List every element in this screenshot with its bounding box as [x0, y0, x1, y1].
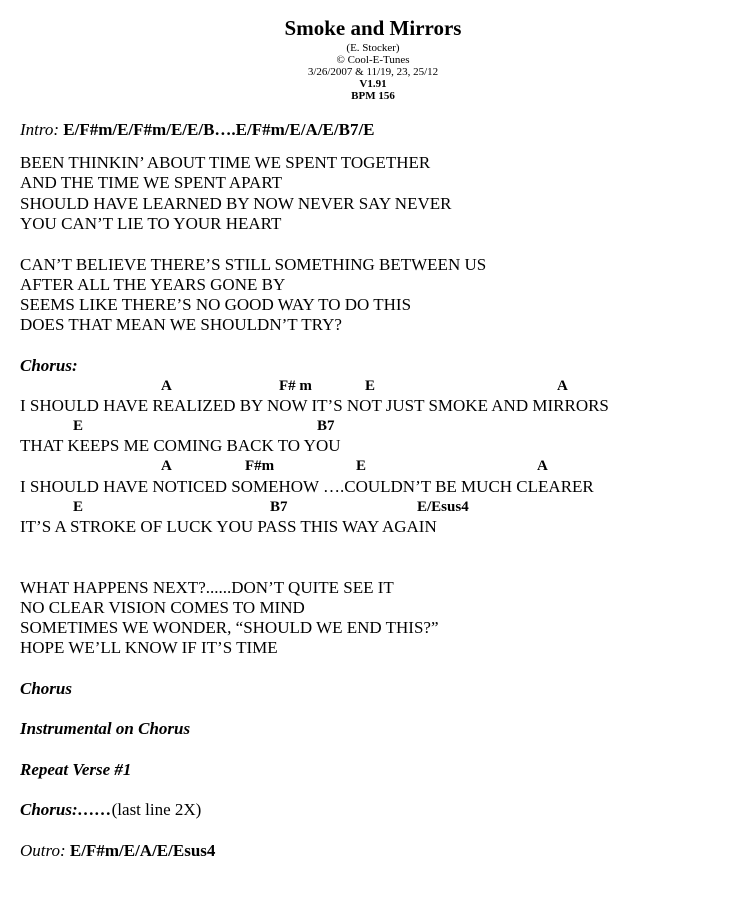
- lyric-line: YOU CAN’T LIE TO YOUR HEART: [20, 214, 282, 233]
- dates: 3/26/2007 & 11/19, 23, 25/12: [307, 66, 439, 78]
- lyric-line: I SHOULD HAVE NOTICED SOMEHOW ….COULDN’T BE MUCH CLEARER: [20, 477, 594, 496]
- lyric-line: I SHOULD HAVE REALIZED BY NOW IT’S NOT JUST SMOKE AND MIRRORS: [20, 396, 609, 415]
- chord: B7: [270, 499, 288, 515]
- intro-chords: E/F#m/E/F#m/E/E/B….E/F#m/E/A/E/B7/E: [63, 120, 375, 139]
- chord: A: [557, 378, 568, 394]
- copyright: © Cool-E-Tunes: [336, 54, 410, 66]
- author: (E. Stocker): [346, 42, 400, 54]
- repeat-verse-marker: Repeat Verse #1: [20, 760, 132, 779]
- outro-line: [20, 841, 215, 861]
- version: V1.91: [359, 78, 387, 90]
- chord: F#m: [245, 458, 275, 474]
- chord: E: [73, 499, 84, 515]
- song-title: Smoke and Mirrors: [284, 16, 462, 40]
- lyric-line: DOES THAT MEAN WE SHOULDN’T TRY?: [20, 315, 342, 334]
- chord: E: [73, 418, 84, 434]
- final-chorus-note: (last line 2X): [111, 800, 202, 819]
- lyric-line: HOPE WE’LL KNOW IF IT’S TIME: [20, 638, 278, 657]
- lyric-line: IT’S A STROKE OF LUCK YOU PASS THIS WAY AGAIN: [20, 517, 437, 536]
- intro-line: [20, 120, 375, 140]
- outro-label: Outro:: [20, 841, 66, 860]
- intro-label: Intro:: [20, 120, 60, 139]
- chord: E/Esus4: [417, 499, 469, 515]
- lyric-line: AND THE TIME WE SPENT APART: [20, 173, 283, 192]
- final-chorus-label: Chorus:……: [20, 800, 112, 819]
- bpm: BPM 156: [351, 90, 395, 102]
- lyric-line: NO CLEAR VISION COMES TO MIND: [20, 598, 305, 617]
- chord: B7: [317, 418, 335, 434]
- lyric-line: SEEMS LIKE THERE’S NO GOOD WAY TO DO THIS: [20, 295, 412, 314]
- chord: A: [161, 378, 172, 394]
- instrumental-marker: Instrumental on Chorus: [20, 719, 191, 738]
- lyric-line: AFTER ALL THE YEARS GONE BY: [20, 275, 286, 294]
- outro-chords: E/F#m/E/A/E/Esus4: [69, 841, 216, 860]
- chorus-marker: Chorus: [20, 679, 72, 698]
- lyric-line: THAT KEEPS ME COMING BACK TO YOU: [20, 436, 341, 455]
- lyric-line: SOMETIMES WE WONDER, “SHOULD WE END THIS?”: [20, 618, 439, 637]
- chord: F# m: [279, 378, 312, 394]
- chorus-label: Chorus:: [20, 356, 78, 375]
- lyric-line: CAN’T BELIEVE THERE’S STILL SOMETHING BETWEEN US: [20, 255, 487, 274]
- chord: A: [537, 458, 548, 474]
- chord: A: [161, 458, 172, 474]
- chord: E: [356, 458, 367, 474]
- lyric-line: WHAT HAPPENS NEXT?......DON’T QUITE SEE IT: [20, 578, 394, 597]
- lyric-line: SHOULD HAVE LEARNED BY NOW NEVER SAY NEVER: [20, 194, 452, 213]
- lyric-line: BEEN THINKIN’ ABOUT TIME WE SPENT TOGETHER: [20, 153, 431, 172]
- chord: E: [365, 378, 376, 394]
- final-chorus-line: [20, 800, 201, 820]
